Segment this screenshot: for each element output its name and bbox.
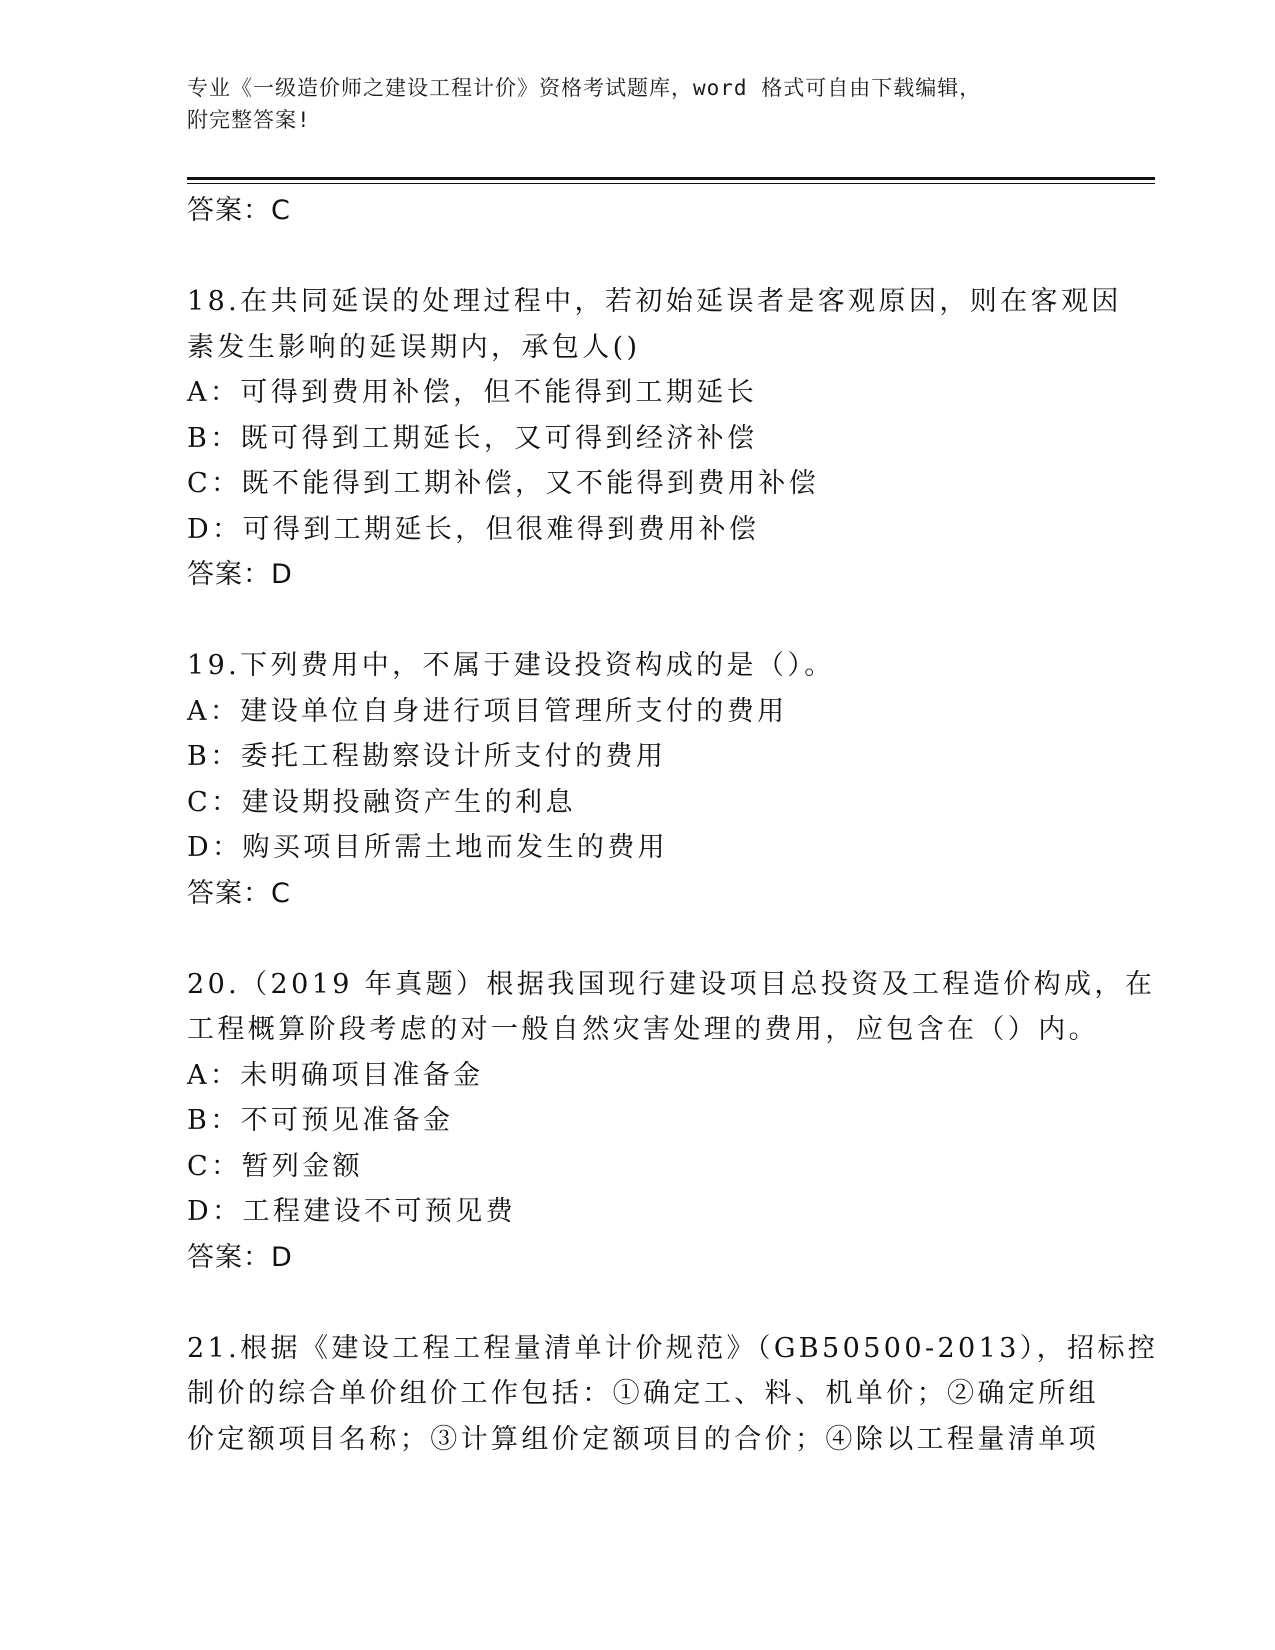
question-18 xyxy=(187,279,1122,598)
answer-line: 答案：C xyxy=(187,877,291,909)
spacer xyxy=(187,598,1117,644)
spacer xyxy=(187,1280,1117,1326)
question-19 xyxy=(187,643,1117,916)
header-line-1: 专业《一级造价师之建设工程计价》资格考试题库，word 格式可自由下载编辑， xyxy=(187,76,982,100)
option-c: C：建设期投融资产生的利息 xyxy=(187,786,576,818)
question-stem-line: 制价的综合单价组价工作包括：①确定工、料、机单价；②确定所组 xyxy=(187,1378,1099,1409)
question-stem-line: 素发生影响的延误期内，承包人() xyxy=(187,331,641,363)
question-20 xyxy=(187,962,1156,1281)
question-21 xyxy=(187,1326,1159,1463)
question-stem-line: 20.（2019 年真题）根据我国现行建设项目总投资及工程造价构成，在 xyxy=(187,968,1156,1000)
answer-line: 答案：D xyxy=(187,1241,293,1273)
option-d: D：可得到工期延长，但很难得到费用补偿 xyxy=(187,513,760,545)
header-line-2: 附完整答案! xyxy=(187,108,311,132)
document-header xyxy=(187,72,1087,136)
question-stem-line: 21.根据《建设工程工程量清单计价规范》（GB50500-2013），招标控 xyxy=(187,1332,1159,1364)
option-d: D：工程建设不可预见费 xyxy=(187,1196,517,1227)
option-a: A：建设单位自身进行项目管理所支付的费用 xyxy=(187,695,788,727)
answer-line: 答案：C xyxy=(187,195,291,226)
option-a: A：未明确项目准备金 xyxy=(187,1059,484,1091)
spacer xyxy=(187,916,1117,962)
header-rule-thick xyxy=(187,177,1155,180)
option-a: A：可得到费用补偿，但不能得到工期延长 xyxy=(187,377,758,408)
option-b: B：不可预见准备金 xyxy=(187,1105,454,1136)
option-b: B：既可得到工期延长，又可得到经济补偿 xyxy=(187,422,758,454)
question-stem-line: 18.在共同延误的处理过程中，若初始延误者是客观原因，则在客观因 xyxy=(187,286,1122,317)
option-c: C：既不能得到工期补偿，又不能得到费用补偿 xyxy=(187,468,820,499)
question-content xyxy=(187,188,1159,1462)
header-rule-thin xyxy=(187,183,1155,184)
question-stem-line: 价定额项目名称；③计算组价定额项目的合价；④除以工程量清单项 xyxy=(187,1423,1099,1455)
option-c: C：暂列金额 xyxy=(187,1150,364,1182)
question-stem-line: 工程概算阶段考虑的对一般自然灾害处理的费用，应包含在（）内。 xyxy=(187,1014,1099,1045)
spacer xyxy=(187,234,1117,280)
answer-line: 答案：D xyxy=(187,559,293,590)
option-b: B：委托工程勘察设计所支付的费用 xyxy=(187,741,667,772)
question-stem-line: 19.下列费用中，不属于建设投资构成的是（）。 xyxy=(187,650,835,681)
option-d: D：购买项目所需土地而发生的费用 xyxy=(187,832,669,863)
